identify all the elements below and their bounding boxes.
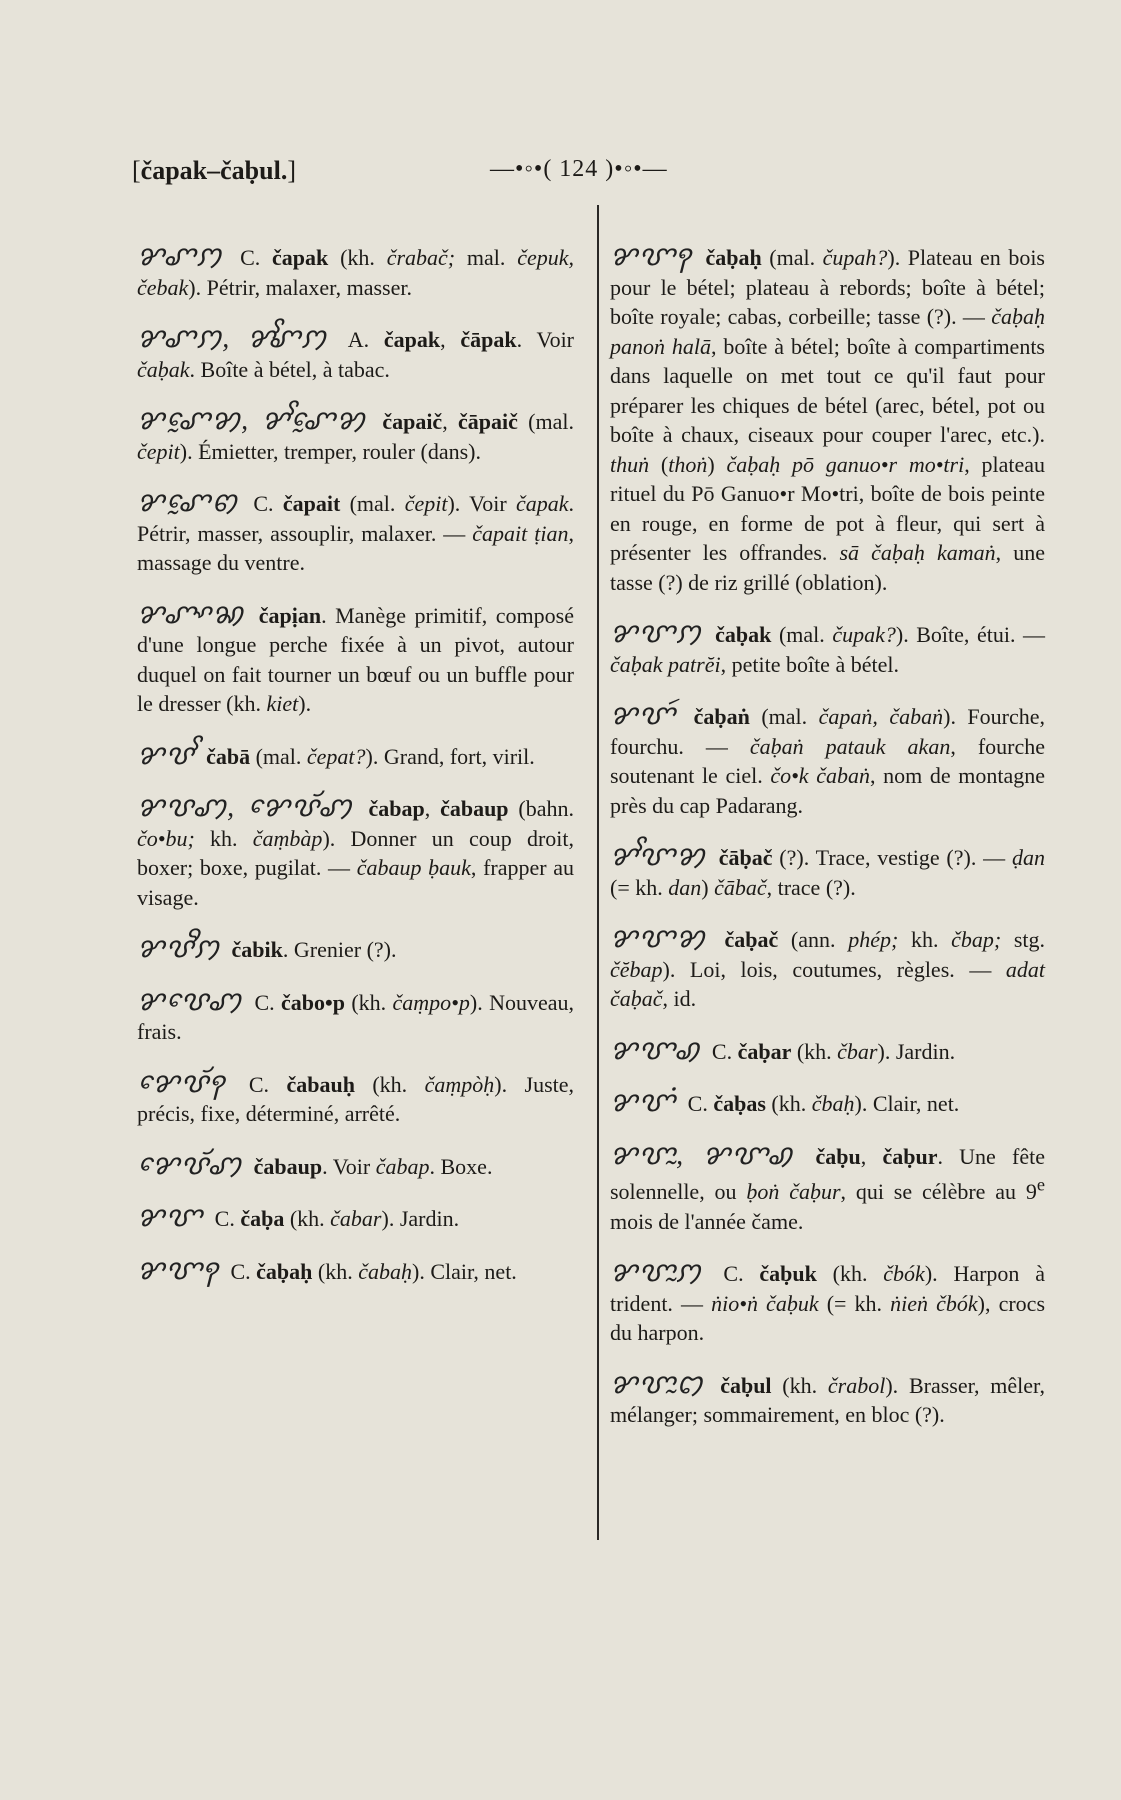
dictionary-entry: [610, 619, 1045, 679]
dictionary-entry: [610, 1370, 1045, 1430]
dictionary-entry: [610, 1088, 1045, 1119]
cham-script: ꨌꨞꩄ: [610, 923, 706, 954]
entry-text: čabaup. Voir čabap. Boxe.: [253, 1153, 493, 1179]
entry-text: čapịan. Manège primitif, composé d'une longue perche fixée à un pivot, autour duquel on fait tourner un bœuf ou un buffle pour le dresser (kh. kiet).: [137, 602, 574, 716]
dictionary-entry: [137, 1256, 574, 1287]
cham-script: ꨌꨞ: [137, 1202, 204, 1233]
dictionary-entry: [137, 242, 574, 302]
dictionary-entry: [610, 842, 1045, 902]
dictionary-entry: [610, 1258, 1045, 1348]
dictionary-entry: [610, 1036, 1045, 1067]
dictionary-entry: [137, 934, 574, 965]
dictionary-entry: [137, 600, 574, 719]
cham-script: ꨌꨞꩃ: [610, 700, 677, 731]
entry-text: čaḅaṅ (mal. čapaṅ, čabaṅ). Fourche, fourchu. — čaḅaṅ patauk akan, fourche soutenant le ciel. čo•k čabaṅ, nom de montagne près du cap Padarang.: [610, 704, 1046, 818]
dictionary-entry: [610, 1141, 1045, 1237]
entry-text: čabap, čabaup (bahn. čo•bu; kh. čaṃbàp). Donner un coup droit, boxer; boxe, pugilat. — čabaup ḅauk, frapper au visage.: [137, 796, 575, 910]
dictionary-entry: [137, 1203, 574, 1234]
dictionary-entry: [137, 1069, 574, 1129]
right-column: [610, 220, 1045, 1447]
dictionary-entry: [137, 406, 574, 466]
entry-text: C. čaḅuk (kh. čbók). Harpon à trident. — ṅio•ṅ čaḅuk (= kh. ṅieṅ čbók), crocs du harpon.: [610, 1261, 1046, 1346]
dictionary-entry: [137, 793, 574, 912]
entry-text: čaḅul (kh. črabol). Brasser, mêler, mélanger; sommairement, en bloc (?).: [610, 1372, 1046, 1428]
cham-script: ꨌꨞꩌ: [610, 1087, 677, 1118]
page-header: [0, 156, 1121, 196]
cham-script: ꨌꨝꨩ: [137, 739, 195, 771]
cham-script: ꨌꨯꨝꨮꩍ: [137, 1067, 226, 1099]
cham-script: ꨌꨚꨳꩆ: [137, 598, 245, 630]
dictionary-entry: [610, 701, 1045, 820]
entry-text: C. čaḅas (kh. čbaḥ). Clair, net.: [682, 1091, 960, 1116]
cham-script: ꨌꨚꩀ, ꨌꨩꨚꩀ: [137, 323, 327, 354]
entry-text: C. čaḅaḥ (kh. čabaḥ). Clair, net.: [224, 1258, 517, 1284]
cham-script: ꨌꨞꨭꩀ: [610, 1257, 702, 1289]
entry-text: C. čabauḥ (kh. čaṃpòḥ). Juste, précis, fixe, déterminé, arrêté.: [137, 1071, 575, 1126]
entry-range: [čapak–čaḅul.]: [132, 156, 296, 185]
cham-script: ꨌꨚꨰꩅ: [137, 487, 239, 518]
entry-text: čaḅu, čaḅur. Une fête solennelle, ou ḅoṅ čaḅur, qui se célèbre au 9e mois de l'année čame.: [610, 1143, 1046, 1234]
entry-text: C. čabo•p (kh. čaṃpo•p). Nouveau, frais.: [137, 989, 574, 1044]
page-number: —•◦•( 124 )•◦•—: [490, 156, 668, 182]
cham-script: ꨌꨞꨭ, ꨌꨞꩉ: [610, 1139, 794, 1171]
dictionary-entry: [137, 488, 574, 578]
entry-text: C. čapait (mal. čepit). Voir čapak. Pétrir, masser, assouplir, malaxer. — čapait ṭian, massage du ventre.: [137, 491, 574, 575]
cham-script: ꨌꨞꨭꩊ: [610, 1368, 704, 1400]
dictionary-entry: [610, 242, 1045, 597]
cham-script: ꨌꨚꨰꩄ, ꨌꨩꨚꨰꩄ: [137, 405, 367, 436]
entry-text: čabā (mal. čepat?). Grand, fort, viril.: [206, 743, 535, 769]
cham-script: ꨌꨞꩉ: [610, 1034, 701, 1066]
dictionary-entry: [137, 324, 574, 384]
cham-script: ꨌꨝꨯꩇ: [137, 985, 243, 1017]
dictionary-entry: [137, 1151, 574, 1182]
entry-text: C. čaḅa (kh. čabar). Jardin.: [209, 1206, 460, 1231]
entry-text: C. čapak (kh. črabač; mal. čepuk, čebak). Pétrir, malaxer, masser.: [137, 245, 574, 300]
left-column: [137, 220, 574, 1303]
entry-text: čaḅač (ann. phép; kh. čbap; stg. čĕbap). Loi, lois, coutumes, règles. — adat čaḅač, id.: [610, 927, 1046, 1011]
column-divider: [597, 205, 599, 1540]
entry-text: čāḅač (?). Trace, vestige (?). — ḍan (= kh. dan) čābač, trace (?).: [610, 845, 1046, 900]
cham-script: ꨌꨞꩍ: [610, 241, 692, 272]
cham-script: ꨌꨯꨝꨮꩇ: [137, 1149, 243, 1181]
dictionary-entry: [137, 741, 574, 772]
cham-script: ꨌꨚꩀ: [137, 241, 223, 272]
cham-script: ꨌꨩꨞꩄ: [610, 841, 706, 872]
entry-text: A. čapak, čāpak. Voir čaḅak. Boîte à bétel, à tabac.: [137, 327, 575, 382]
entry-text: C. čaḅar (kh. čbar). Jardin.: [706, 1038, 956, 1064]
entry-text: čabik. Grenier (?).: [231, 937, 397, 962]
cham-script: ꨌꨝꨪꩀ: [137, 933, 221, 964]
cham-script: ꨌꨞꩀ: [610, 618, 702, 649]
entry-text: čaḅak (mal. čupak?). Boîte, étui. — čaḅak patrĕi, petite boîte à bétel.: [610, 622, 1045, 677]
cham-script: ꨌꨞꩍ: [137, 1254, 219, 1286]
dictionary-entry: [137, 987, 574, 1047]
entry-text: čapaič, čāpaič (mal. čepit). Émietter, tremper, rouler (dans).: [137, 409, 574, 464]
cham-script: ꨌꨝꩇ, ꨌꨯꨝꨮꩇ: [137, 792, 353, 823]
dictionary-entry: [610, 924, 1045, 1014]
entry-text: čaḅaḥ (mal. čupah?). Plateau en bois pour le bétel; plateau à rebords; boîte à bétel; boîte royale; cabas, corbeille; tasse (?). — čaḅaḥ panoṅ halā, boîte à bétel; boîte à compartiments dans laquelle on met tout ce qu'il faut pour préparer les chiques de bétel (arec, bétel, pot ou boîte à chaux, ciseaux pour couper l'arec, etc.). thuṅ (thoṅ) čaḅaḥ pō ganuo•r mo•tri, plateau rituel du Pō Ganuo•r Mo•tri, boîte de bois peinte en rouge, en forme de pot à fleur, qui sert à présenter les offrandes. sā čaḅaḥ kamaṅ, une tasse (?) de riz grillé (oblation).: [610, 245, 1046, 595]
